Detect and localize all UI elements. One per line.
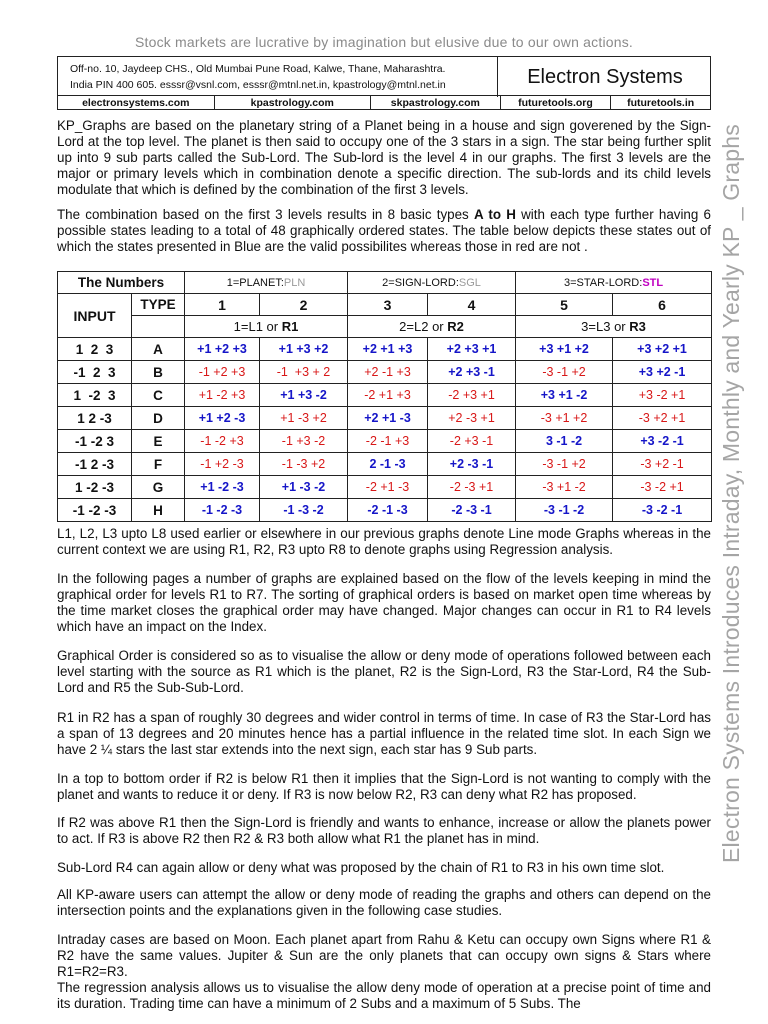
- row-input: -1 2 -3: [58, 453, 132, 476]
- link-electronsystems[interactable]: electronsystems.com: [58, 96, 215, 109]
- state-cell: -3 +2 +1: [613, 407, 712, 430]
- row-type: B: [132, 361, 185, 384]
- type-header-blank: [132, 316, 185, 338]
- group-2-label: 2=L2 or R2: [348, 316, 516, 338]
- combination-text-a: The combination based on the first 3 levels results in 8 basic types: [57, 207, 474, 222]
- state-cell: -3 +2 -1: [613, 453, 712, 476]
- graph-order-paragraph: In the following pages a number of graphs are explained based on the flow of the levels keeping in mind the graphical order for levels R1 to R7. The sorting of graphical orders is based on market open time whereas by the time market closes the graphical order may have changed. Major changes can occur in R1 to R4 levels which have an impact on the Index.: [57, 571, 711, 634]
- row-type: E: [132, 430, 185, 453]
- address-line-2: India PIN 400 605. esssr@vsnl.com, esssr@mtnl.net.in, kpastrology@mtnl.net.in: [70, 79, 446, 91]
- table-row: [58, 338, 712, 361]
- intro-paragraph: KP_Graphs are based on the planetary string of a Planet being in a house and sign goverened by the Sign-Lord at the top level. The planet is then said to occupy one of the 3 stars in a sign. The star being further split up into 9 sub parts called the Sub-Lord. The Sub-lord is the level 4 in our graphs. The first 3 levels are the major or primary levels which in combination denote a specific direction. The sub-lords and its child levels modulate that which is defined by the combination of the first 3 levels.: [57, 118, 711, 197]
- state-cell: -1 +2 -3: [185, 453, 260, 476]
- col-header-6: 6: [613, 294, 712, 316]
- state-cell: -3 -1 +2: [516, 361, 613, 384]
- link-kpastrology[interactable]: kpastrology.com: [215, 96, 372, 109]
- planet-header: 1=PLANET:PLN: [185, 272, 348, 294]
- website-links: [57, 96, 711, 110]
- state-cell: +2 +1 +3: [348, 338, 428, 361]
- deny-paragraph: In a top to bottom order if R2 is below R1 then it implies that the Sign-Lord is not wanting to comply with the planet and wants to reduce it or deny. If R3 is now below R2, R3 can deny what R2 has proposed.: [57, 771, 711, 802]
- table-row: [58, 476, 712, 499]
- state-cell: -1 -2 +3: [185, 430, 260, 453]
- state-cell: +1 -2 +3: [185, 384, 260, 407]
- address-block: [58, 57, 498, 97]
- state-cell: -3 -2 +1: [613, 476, 712, 499]
- state-cell: -3 +1 +2: [516, 407, 613, 430]
- line-mode-paragraph: L1, L2, L3 upto L8 used earlier or elsewhere in our previous graphs denote Line mode Graphs whereas in the current context we are using R1, R2, R3 upto R8 to denote graphs using Regression analysis.: [57, 526, 711, 557]
- group-3-label: 3=L3 or R3: [516, 316, 712, 338]
- state-cell: +3 +1 +2: [516, 338, 613, 361]
- table-row: [58, 361, 712, 384]
- state-cell: 2 -1 -3: [348, 453, 428, 476]
- state-cell: -1 -3 -2: [260, 499, 348, 522]
- address-line-1: Off-no. 10, Jaydeep CHS., Old Mumbai Pune Road, Kalwe, Thane, Maharashtra.: [70, 63, 446, 75]
- state-cell: +2 -3 +1: [428, 407, 516, 430]
- link-skpastrology[interactable]: skpastrology.com: [371, 96, 501, 109]
- states-table: [57, 271, 712, 522]
- state-cell: +1 +3 +2: [260, 338, 348, 361]
- intraday-paragraph: Intraday cases are based on Moon. Each planet apart from Rahu & Ketu can occupy own Signs where R1 & R2 have the same values. Jupiter & Sun are the only planets that can occupy own signs & Stars where R1=R2=R3.: [57, 932, 711, 979]
- col-header-2: 2: [260, 294, 348, 316]
- sub-lord-paragraph: Sub-Lord R4 can again allow or deny what was proposed by the chain of R1 to R3 in his own time slot.: [57, 860, 665, 875]
- state-cell: -3 -2 -1: [613, 499, 712, 522]
- page-tagline: Stock markets are lucrative by imagination but elusive due to our own actions.: [134, 34, 634, 50]
- state-cell: -2 -3 +1: [428, 476, 516, 499]
- state-cell: -3 +1 -2: [516, 476, 613, 499]
- type-header: TYPE: [132, 294, 185, 316]
- link-futuretools-in[interactable]: futuretools.in: [627, 96, 695, 109]
- graphical-order-paragraph: Graphical Order is considered so as to visualise the allow or deny mode of operations followed between each level starting with the source as R1 which is the planet, R2 is the Sign-Lord, R3 the Star-Lord, R4 the Sub-Lord and R5 the Sub-Sub-Lord.: [57, 648, 711, 695]
- row-input: 1 2 -3: [58, 407, 132, 430]
- state-cell: +2 +3 -1: [428, 361, 516, 384]
- col-header-1: 1: [185, 294, 260, 316]
- table-row: [58, 430, 712, 453]
- state-cell: -3 -1 +2: [516, 453, 613, 476]
- state-cell: -1 -2 -3: [185, 499, 260, 522]
- state-cell: -2 -3 -1: [428, 499, 516, 522]
- state-cell: +3 -2 -1: [613, 430, 712, 453]
- combination-text-b: with each type further having 6 possible states leading to a total of 48 graphically ordered states. The table below depicts these states out of which the states presented in Blue are the valid possibilites whereas those in red are not .: [57, 207, 711, 254]
- state-cell: -2 +1 +3: [348, 384, 428, 407]
- state-cell: -2 +3 +1: [428, 384, 516, 407]
- regression-paragraph: The regression analysis allows us to visualise the allow deny mode of operation at a precise point of time and its duration. Trading time can have a minimum of 2 Subs and a maximum of 5 Subs. The: [57, 980, 711, 1011]
- state-cell: +2 +3 +1: [428, 338, 516, 361]
- state-cell: +3 +2 -1: [613, 361, 712, 384]
- state-cell: +1 -3 +2: [260, 407, 348, 430]
- state-cell: -2 +1 -3: [348, 476, 428, 499]
- row-input: -1 2 3: [58, 361, 132, 384]
- state-cell: -1 -3 +2: [260, 453, 348, 476]
- state-cell: +1 +3 -2: [260, 384, 348, 407]
- row-type: A: [132, 338, 185, 361]
- state-cell: -1 +3 + 2: [260, 361, 348, 384]
- state-cell: +3 +2 +1: [613, 338, 712, 361]
- state-cell: +3 +1 -2: [516, 384, 613, 407]
- link-futuretools-org[interactable]: futuretools.org: [501, 96, 612, 109]
- row-type: F: [132, 453, 185, 476]
- combination-types: A to H: [473, 207, 516, 222]
- state-cell: -3 -1 -2: [516, 499, 613, 522]
- row-input: 1 2 3: [58, 338, 132, 361]
- row-input: 1 -2 -3: [58, 476, 132, 499]
- state-cell: +1 +2 -3: [185, 407, 260, 430]
- table-row: [58, 499, 712, 522]
- state-cell: -2 -1 +3: [348, 430, 428, 453]
- row-input: 1 -2 3: [58, 384, 132, 407]
- star-lord-header: 3=STAR-LORD:STL: [516, 272, 712, 294]
- letterhead-top: [57, 56, 711, 96]
- combination-paragraph: [57, 207, 711, 255]
- state-cell: +2 -3 -1: [428, 453, 516, 476]
- brand-name: Electron Systems: [527, 65, 683, 88]
- state-cell: +2 -1 +3: [348, 361, 428, 384]
- state-cell: +1 -2 -3: [185, 476, 260, 499]
- state-cell: +1 +2 +3: [185, 338, 260, 361]
- allow-paragraph: If R2 was above R1 then the Sign-Lord is friendly and wants to enhance, increase or allow the planets power to act. If R3 is above R2 then R2 & R3 both allow what R1 the planet has in mind.: [57, 815, 711, 846]
- state-cell: -1 +2 +3: [185, 361, 260, 384]
- state-cell: -1 +3 -2: [260, 430, 348, 453]
- col-header-4: 4: [428, 294, 516, 316]
- row-type: D: [132, 407, 185, 430]
- state-cell: -2 -1 -3: [348, 499, 428, 522]
- letterhead: [57, 56, 711, 110]
- state-cell: 3 -1 -2: [516, 430, 613, 453]
- row-input: -1 -2 -3: [58, 499, 132, 522]
- the-numbers-label: The Numbers: [58, 272, 185, 294]
- table-row: [58, 384, 712, 407]
- input-header: INPUT: [58, 294, 132, 338]
- states-table-body: [58, 338, 712, 522]
- kp-aware-paragraph: All KP-aware users can attempt the allow or deny mode of reading the graphs and others can depend on the intersection points and the explanations given in the following case studies.: [57, 887, 711, 918]
- vertical-title: Electron Systems Introduces Intraday, Monthly and Yearly KP _ Graphs: [718, 124, 744, 863]
- sign-lord-header: 2=SIGN-LORD:SGL: [348, 272, 516, 294]
- state-cell: +3 -2 +1: [613, 384, 712, 407]
- group-1-label: 1=L1 or R1: [185, 316, 348, 338]
- row-type: H: [132, 499, 185, 522]
- row-type: G: [132, 476, 185, 499]
- span-paragraph: R1 in R2 has a span of roughly 30 degrees and wider control in terms of time. In case of R3 the Star-Lord has a span of 13 degrees and 20 minutes hence has a partial influence in the related time slot. In each Sign we have 2 ¼ stars the last star extends into the next sign, each star has 9 Sub parts.: [57, 710, 711, 757]
- state-cell: +2 +1 -3: [348, 407, 428, 430]
- col-header-3: 3: [348, 294, 428, 316]
- state-cell: -2 +3 -1: [428, 430, 516, 453]
- state-cell: +1 -3 -2: [260, 476, 348, 499]
- table-row: [58, 407, 712, 430]
- row-input: -1 -2 3: [58, 430, 132, 453]
- col-header-5: 5: [516, 294, 613, 316]
- table-row: [58, 453, 712, 476]
- row-type: C: [132, 384, 185, 407]
